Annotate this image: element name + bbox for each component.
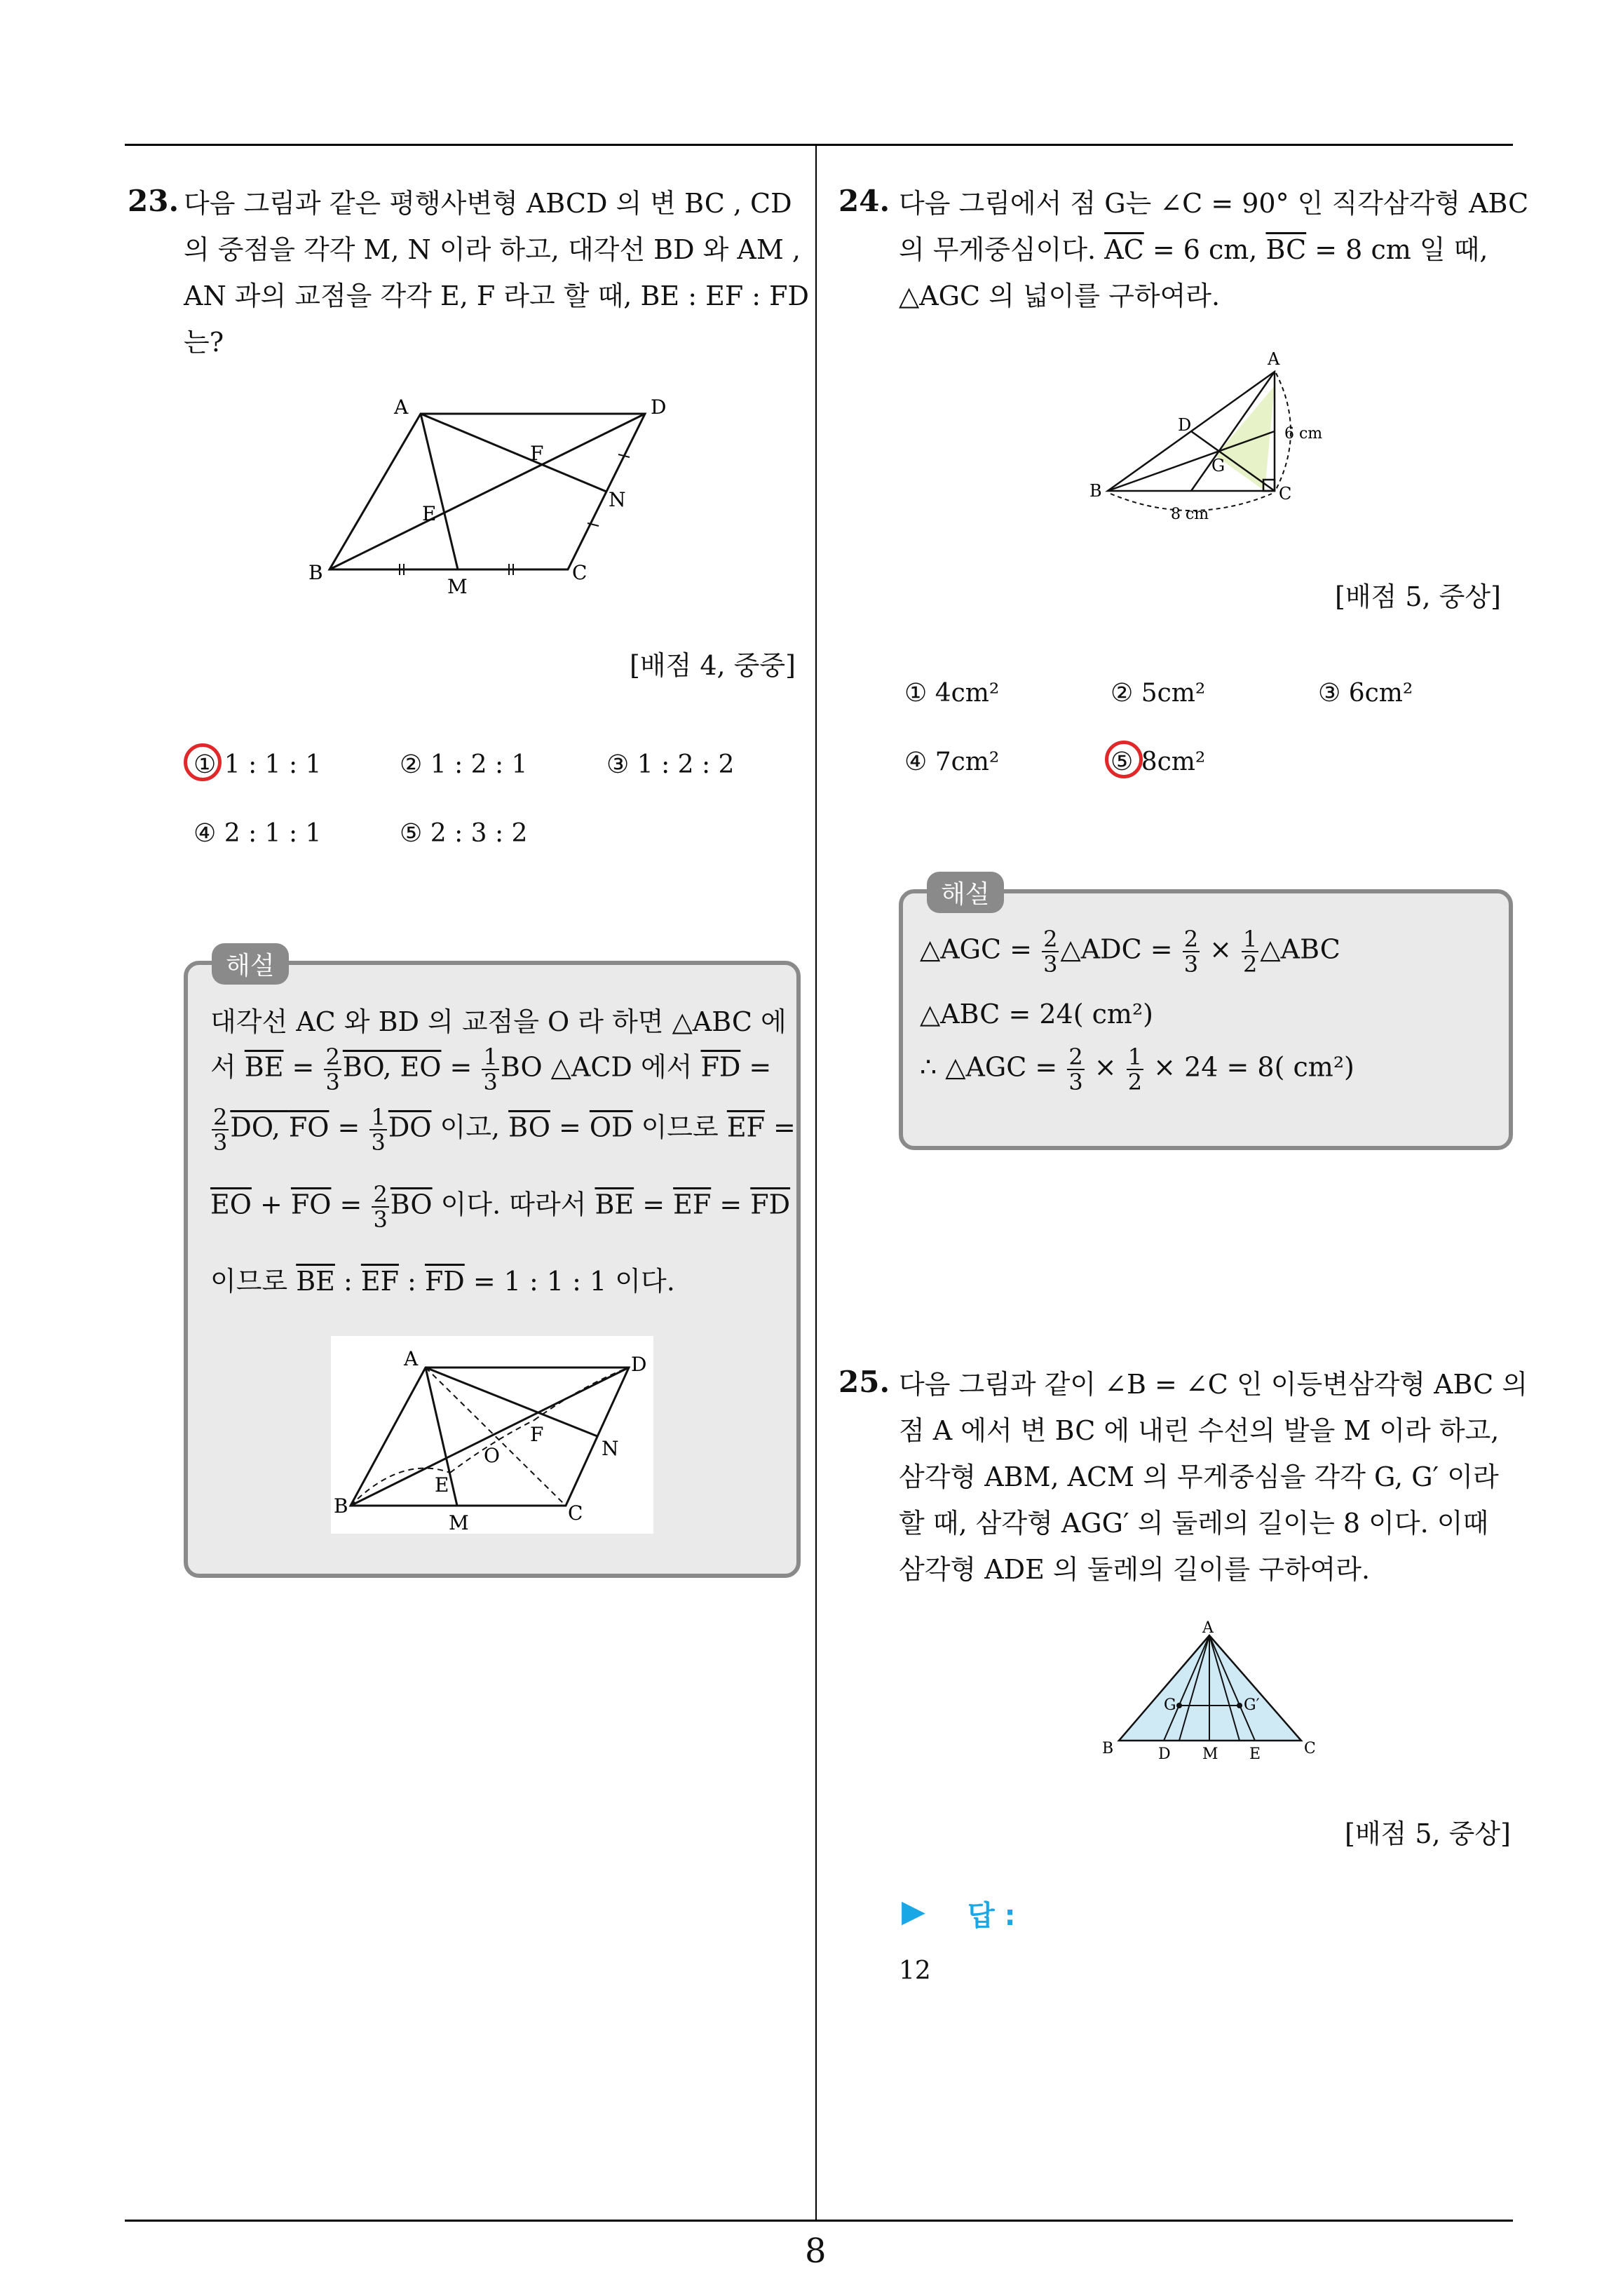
q23-sol-frac: $\frac{1}{3}$ — [483, 1044, 498, 1095]
q23-choice-3[interactable]: ③ 1 : 2 : 2 — [606, 750, 735, 779]
q23-sol-text: = — [634, 1189, 674, 1220]
q24-sol-text: △ADC = — [1060, 933, 1181, 965]
q24-sol-frac: $\frac{1}{2}$ — [1127, 1044, 1143, 1095]
q23-sol-seg-do: DO, — [230, 1112, 289, 1143]
q25-fig-label-g-prime: G′ — [1244, 1696, 1260, 1714]
q23-sol-text: = — [329, 1112, 369, 1143]
q24-sol-frac: $\frac{2}{3}$ — [1068, 1044, 1083, 1095]
q25-fig-label-c: C — [1304, 1740, 1316, 1757]
q24-sol-frac: $\frac{1}{2}$ — [1243, 926, 1258, 978]
q23-line-1: 다음 그림과 같은 평행사변형 ABCD 의 변 BC , CD — [184, 188, 792, 219]
q23-sol-frac: $\frac{1}{3}$ — [371, 1104, 386, 1156]
q23-sol-seg-fo: $\overline{FO}$ — [290, 1189, 332, 1220]
q24-fig-label-g: G — [1211, 456, 1225, 475]
q23-sol-text: = — [283, 1051, 323, 1083]
q25-line-2: 점 A 에서 변 BC 에 내린 수선의 발을 M 이라 하고, — [899, 1415, 1500, 1446]
q23-sol-seg-bo: BO, — [342, 1051, 400, 1083]
q23-sol-seg-bo: $\overline{BO}$ — [508, 1112, 550, 1143]
q23-sol-text: = — [740, 1051, 772, 1083]
q24-choice-2[interactable]: ② 5cm² — [1111, 679, 1206, 708]
q23-sol-seg-fd: $\overline{FD}$ — [424, 1266, 465, 1297]
q25-answer-value: 12 — [899, 1957, 931, 1985]
q24-sol-text: × — [1085, 1051, 1125, 1083]
column-divider — [815, 144, 817, 2221]
q23-parallelogram-figure — [308, 386, 673, 603]
q23-sol-line-1 — [210, 1000, 787, 1039]
q23-sol-text: = — [331, 1189, 371, 1220]
q25-line-1: 다음 그림과 같이 ∠B = ∠C 인 이등변삼각형 ABC 의 — [899, 1369, 1528, 1400]
q24-line-2 — [899, 226, 1488, 274]
q23-sol-text: = — [711, 1189, 751, 1220]
q23-fig-label-e: E — [422, 502, 437, 525]
q23-sol-seg-ef: $\overline{EF}$ — [726, 1112, 765, 1143]
q23-sol-text: = — [550, 1112, 590, 1143]
q25-fig-label-e: E — [1249, 1745, 1261, 1763]
q25-number: 25. — [838, 1365, 890, 1399]
q23-number: 23. — [128, 184, 179, 218]
q24-seg-bc: $\overline{BC}$ — [1265, 234, 1307, 265]
q23-sol-text: : — [334, 1266, 361, 1297]
q23-sol-seg-bo: $\overline{BO}$ — [390, 1189, 433, 1220]
q24-sol-line-3 — [920, 1045, 1354, 1094]
q24-fig-label-ac: 6 cm — [1284, 425, 1323, 443]
q24-sol-text: △ABC — [1260, 933, 1340, 965]
q23-sol-text: : — [398, 1266, 425, 1297]
q23-sol-seg-be: $\overline{BE}$ — [595, 1189, 634, 1220]
q23-sol-fig-label-b: B — [334, 1494, 348, 1518]
q24-sol-text: △AGC = — [920, 933, 1041, 965]
q23-sol-seg-ef: $\overline{EF}$ — [360, 1266, 399, 1297]
q23-line-4: 는? — [184, 327, 224, 358]
q23-choice-5[interactable]: ⑤ 2 : 3 : 2 — [400, 819, 528, 848]
q23-fig-label-b: B — [308, 561, 323, 584]
q23-sol-text: + — [251, 1189, 291, 1220]
q24-fig-label-c: C — [1279, 484, 1292, 504]
q25-fig-label-d: D — [1158, 1745, 1171, 1763]
q23-solution-tag: 해설 — [212, 943, 289, 985]
q23-sol-frac: $\frac{2}{3}$ — [373, 1181, 388, 1233]
q23-sol-text: 서 — [210, 1051, 245, 1083]
top-rule — [125, 144, 1513, 146]
q24-sol-frac: $\frac{2}{3}$ — [1183, 926, 1199, 978]
q24-text: = 8 cm 일 때, — [1306, 234, 1488, 265]
q23-fig-label-n: N — [609, 488, 626, 511]
q24-choice-4[interactable]: ④ 7cm² — [904, 748, 1000, 776]
q23-sol-text: 이므로 — [210, 1266, 297, 1297]
q24-sol-text: ∴ △AGC = — [920, 1051, 1066, 1083]
q24-text: = 6 cm, — [1143, 234, 1266, 265]
q23-sol-text: = 1 : 1 : 1 이다. — [464, 1266, 675, 1297]
page-number: 8 — [805, 2231, 827, 2271]
q24-sol-frac: $\frac{2}{3}$ — [1043, 926, 1058, 978]
q23-sol-seg-fd: $\overline{FD}$ — [700, 1051, 741, 1083]
q23-sol-seg-do: $\overline{DO}$ — [388, 1112, 432, 1143]
q23-fig-label-f: F — [530, 442, 544, 465]
q25-fig-label-a: A — [1202, 1620, 1214, 1637]
q25-fig-label-m: M — [1202, 1745, 1218, 1763]
q23-score: [배점 4, 중중] — [630, 650, 796, 681]
q25-answer-label: 답 : — [967, 1900, 1016, 1932]
q25-fig-label-b: B — [1102, 1740, 1114, 1757]
q24-sol-text: × 24 = 8( cm²) — [1145, 1051, 1354, 1083]
q24-fig-label-bc: 8 cm — [1171, 506, 1209, 523]
q24-sol-text: × — [1201, 933, 1241, 965]
q23-sol-fig-label-a: A — [404, 1347, 419, 1370]
q25-line-4: 할 때, 삼각형 AGG′ 의 둘레의 길이는 8 이다. 이때 — [899, 1508, 1489, 1539]
q23-fig-label-d: D — [651, 396, 667, 419]
q23-line-2: 의 중점을 각각 M, N 이라 하고, 대각선 BD 와 AM , — [184, 234, 801, 265]
q24-sol-line-1 — [920, 927, 1340, 976]
q24-choice-3[interactable]: ③ 6cm² — [1318, 679, 1413, 708]
q23-sol-seg-fo: $\overline{FO}$ — [288, 1112, 330, 1143]
q23-line-3: AN 과의 교점을 각각 E, F 라고 할 때, BE : EF : FD — [184, 281, 809, 311]
q23-fig-label-a: A — [394, 396, 409, 419]
q24-text: 의 무게중심이다. — [899, 234, 1105, 265]
q23-sol-fig-label-f: F — [530, 1423, 544, 1446]
q23-sol-fig-label-m: M — [449, 1511, 469, 1534]
q23-sol-fig-label-n: N — [602, 1437, 619, 1460]
q23-sol-line-2 — [210, 1045, 771, 1094]
q24-line-1: 다음 그림에서 점 G는 ∠C = 90° 인 직각삼각형 ABC — [899, 188, 1529, 219]
q23-sol-fig-label-d: D — [631, 1353, 647, 1376]
q23-sol-fig-label-e: E — [435, 1473, 449, 1497]
q23-sol-fig-label-c: C — [568, 1501, 583, 1525]
q24-score: [배점 5, 중상] — [1335, 581, 1501, 612]
q23-sol-line-5 — [210, 1260, 675, 1298]
q23-sol-seg-be: $\overline{BE}$ — [244, 1051, 284, 1083]
q23-solution-figure — [331, 1336, 653, 1534]
q24-choice-5[interactable]: ⑤ 8cm² — [1111, 748, 1206, 776]
q24-line-3: △AGC 의 넓이를 구하여라. — [899, 281, 1221, 311]
q25-line-3: 삼각형 ABM, ACM 의 무게중심을 각각 G, G′ 이라 — [899, 1461, 1499, 1492]
q25-line-5: 삼각형 ADE 의 둘레의 길이를 구하여라. — [899, 1554, 1371, 1585]
q23-sol-text: 이므로 — [632, 1112, 727, 1143]
q24-solution-tag: 해설 — [927, 872, 1004, 913]
q23-sol-seg-ef: $\overline{EF}$ — [673, 1189, 712, 1220]
q23-sol-frac: $\frac{2}{3}$ — [213, 1104, 228, 1156]
q25-score: [배점 5, 중상] — [1345, 1818, 1511, 1849]
q23-sol-text: 대각선 AC 와 BD 의 교점을 O 라 하면 △ABC 에 — [210, 1006, 787, 1037]
q23-fig-label-m: M — [447, 575, 468, 598]
q23-sol-seg-fd: $\overline{FD}$ — [750, 1189, 791, 1220]
q23-choice-1[interactable]: ① 1 : 1 : 1 — [193, 750, 322, 779]
q23-sol-line-3 — [210, 1105, 796, 1154]
q24-fig-label-d: D — [1178, 415, 1192, 435]
q23-sol-seg-od: $\overline{OD}$ — [589, 1112, 633, 1143]
q24-sol-line-2: △ABC = 24( cm²) — [920, 999, 1154, 1029]
bottom-rule — [125, 2220, 1513, 2222]
q23-sol-frac: $\frac{2}{3}$ — [325, 1044, 340, 1095]
q24-seg-ac: $\overline{AC}$ — [1104, 234, 1144, 265]
q23-sol-text: 이다. 따라서 — [432, 1189, 595, 1220]
q23-sol-fig-label-o: O — [484, 1444, 500, 1467]
q23-sol-text: = — [441, 1051, 481, 1083]
q23-sol-line-4 — [210, 1182, 790, 1231]
q23-sol-text: 이고, — [431, 1112, 509, 1143]
q24-fig-label-a: A — [1268, 349, 1280, 369]
q24-fig-label-b: B — [1089, 481, 1102, 501]
q23-sol-text: = — [764, 1112, 796, 1143]
q24-choice-1[interactable]: ① 4cm² — [904, 679, 1000, 708]
q24-number: 24. — [838, 184, 890, 218]
q23-sol-seg-be: $\overline{BE}$ — [296, 1266, 335, 1297]
q23-choice-4[interactable]: ④ 2 : 1 : 1 — [193, 819, 322, 848]
q24-triangle-figure — [1080, 344, 1346, 526]
q23-fig-label-c: C — [572, 561, 588, 584]
q23-sol-text: BO △ACD 에서 — [500, 1051, 701, 1083]
q23-sol-seg-eo: $\overline{EO}$ — [400, 1051, 442, 1083]
q23-choice-2[interactable]: ② 1 : 2 : 1 — [400, 750, 528, 779]
q25-isosceles-figure — [1094, 1620, 1318, 1774]
q23-sol-seg-eo: $\overline{EO}$ — [210, 1189, 252, 1220]
q25-fig-label-g: G — [1164, 1696, 1176, 1714]
q25-answer-arrow-icon: ▶ — [902, 1893, 925, 1929]
